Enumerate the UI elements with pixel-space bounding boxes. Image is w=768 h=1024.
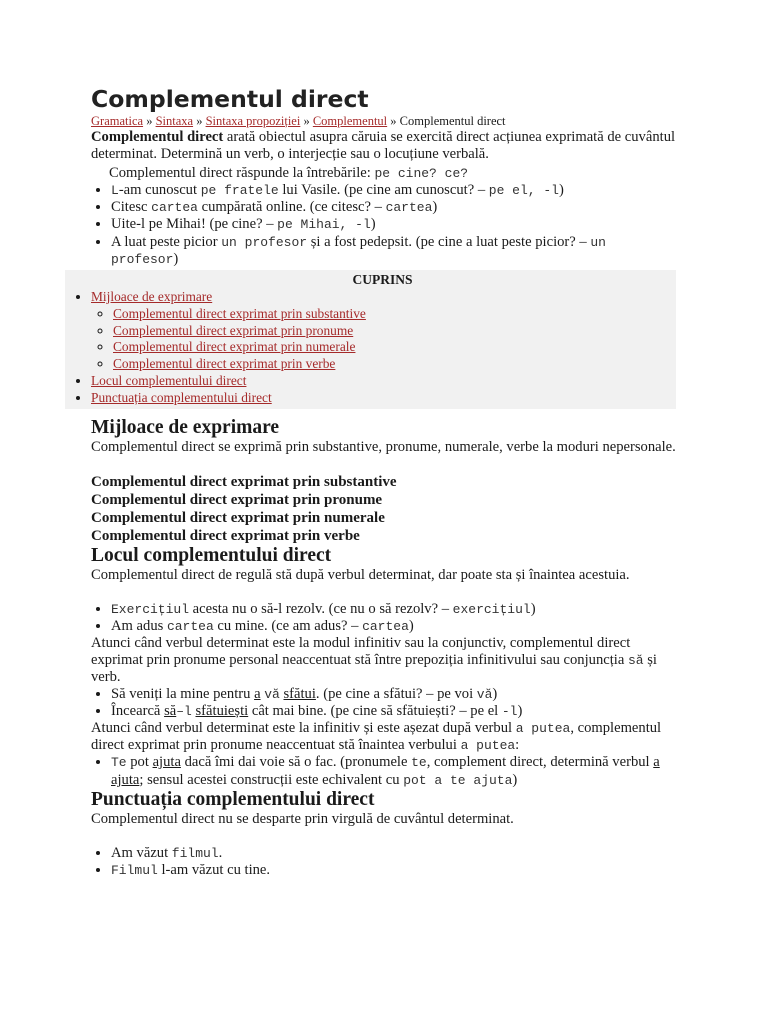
paragraph-infinitiv: Atunci când verbul determinat este la modul infinitiv sau la conjunctiv, complementul direct exprimat prin pronume personal neaccentuat stă între prepoziția infinitivului sau conjuncția să și verb. <box>91 635 657 685</box>
example-text: Uite-l pe Mihai! (pe cine? – pe Mihai, -l) <box>111 216 376 233</box>
code-fragment: exercițiul <box>452 601 531 617</box>
breadcrumb-separator: » <box>196 114 203 128</box>
list-item <box>111 216 681 233</box>
list-item <box>111 199 681 216</box>
code-fragment: te <box>411 755 427 771</box>
intro-definition: arată obiectul asupra căruia se exercită direct acțiunea exprimată de cuvântul determinat. Determină un verb, o interjecție sau o locuțiune verbală. <box>91 129 676 162</box>
list-item <box>111 618 681 635</box>
code-fragment: un profesor <box>221 234 308 250</box>
list-item <box>111 234 681 268</box>
subheading-substantive: Complementul direct exprimat prin substantive <box>91 473 397 490</box>
underlined-fragment: să <box>164 703 177 720</box>
toc-link-substantive[interactable]: Complementul direct exprimat prin substantive <box>113 305 366 321</box>
toc-item <box>91 373 676 390</box>
toc-subitem <box>113 323 676 340</box>
examples-list <box>91 686 681 720</box>
example-text: Am văzut filmul. <box>111 844 223 861</box>
underlined-fragment: sfătuiești <box>195 703 249 720</box>
examples-list <box>91 845 681 879</box>
list-item <box>111 754 681 788</box>
page-title: Complementul direct <box>91 85 369 113</box>
code-fragment: cartea <box>166 618 214 634</box>
examples-list <box>91 182 681 268</box>
toc-link-punctuatia[interactable]: Punctuația complementului direct <box>91 389 272 405</box>
example-text: Citesc cartea cumpărată online. (ce citesc? – cartea) <box>111 199 438 216</box>
underlined-fragment: sfătui <box>283 686 316 702</box>
underlined-fragment: a <box>254 686 261 702</box>
code-fragment: pot a te ajuta <box>403 772 513 788</box>
toc-sublist <box>91 306 676 373</box>
code-fragment: vă <box>476 687 493 702</box>
examples-list <box>91 601 681 635</box>
toc-subitem <box>113 306 676 323</box>
example-text: Încearcă să–l sfătuiești cât mai bine. (pe cine să sfătuiești? – pe el -l) <box>111 703 523 720</box>
code-fragment: Exercițiul <box>111 601 190 617</box>
list-item <box>111 862 681 879</box>
intro-term: Complementul direct <box>91 129 224 145</box>
toc-link-pronume[interactable]: Complementul direct exprimat prin pronume <box>113 322 354 338</box>
section-text-punctuatia: Complementul direct nu se desparte prin virgulă de cuvântul determinat. <box>91 810 514 827</box>
list-item <box>111 182 681 199</box>
breadcrumb-current: Complementul direct <box>399 114 506 128</box>
example-text: Să veniți la mine pentru a vă sfătui. (pe cine a sfătui? – pe voi vă) <box>111 686 498 702</box>
subheading-verbe: Complementul direct exprimat prin verbe <box>91 527 360 544</box>
example-text: Exercițiul acesta nu o să-l rezolv. (ce nu o să rezolv? – exercițiul) <box>111 600 536 617</box>
code-fragment: pe Mihai, -l <box>277 217 371 233</box>
breadcrumb-link-sintaxa-propozitiei[interactable]: Sintaxa propoziției <box>205 114 301 128</box>
code-fragment: -l <box>501 704 518 720</box>
question-code: pe cine? ce? <box>374 166 469 181</box>
toc-item <box>91 390 676 407</box>
toc-link-verbe[interactable]: Complementul direct exprimat prin verbe <box>113 356 336 372</box>
breadcrumb <box>91 114 681 129</box>
section-text-locul: Complementul direct de regulă stă după verbul determinat, dar poate sta și înaintea acestuia. <box>91 566 630 583</box>
example-text: Am adus cartea cu mine. (ce am adus? – cartea) <box>111 617 414 634</box>
section-heading-punctuatia: Punctuația complementului direct <box>91 788 375 810</box>
code-fragment: a putea <box>460 738 516 754</box>
subheading-numerale: Complementul direct exprimat prin numerale <box>91 509 385 526</box>
table-of-contents <box>65 270 676 409</box>
underlined-fragment: a ajuta <box>111 754 660 788</box>
code-fragment: filmul <box>171 845 219 861</box>
section-heading-locul: Locul complementului direct <box>91 544 332 566</box>
breadcrumb-link-sintaxa[interactable]: Sintaxa <box>155 114 194 128</box>
example-text: Te pot ajuta dacă îmi dai voie să o fac. (pronumele te, complement direct, determină verbul a ajuta; sensul acestei construcții este echivalent cu pot a te ajuta) <box>111 754 660 788</box>
list-item <box>111 686 681 703</box>
code-fragment: –l <box>176 704 192 720</box>
intro-paragraph <box>91 129 681 163</box>
toc-subitem <box>113 339 676 356</box>
toc-title: CUPRINS <box>352 272 413 288</box>
toc-list <box>65 289 676 407</box>
breadcrumb-link-complementul[interactable]: Complementul <box>312 114 388 128</box>
list-item <box>111 703 681 720</box>
code-fragment: pe fratele <box>200 183 279 198</box>
code-fragment: cartea <box>385 200 433 216</box>
toc-link-mijloace[interactable]: Mijloace de exprimare <box>91 289 213 305</box>
code-fragment: L <box>111 183 119 198</box>
example-text: Filmul l-am văzut cu tine. <box>111 862 271 879</box>
breadcrumb-separator: » <box>303 114 310 128</box>
article <box>91 84 681 879</box>
code-fragment: cartea <box>362 618 409 634</box>
toc-link-numerale[interactable]: Complementul direct exprimat prin numerale <box>113 339 356 355</box>
section-text-mijloace: Complementul direct se exprimă prin substantive, pronume, numerale, verbe la moduri nepersonale. <box>91 438 676 455</box>
breadcrumb-separator: » <box>390 114 397 128</box>
underlined-fragment: ajuta <box>152 754 181 771</box>
example-text: L-am cunoscut pe fratele lui Vasile. (pe cine am cunoscut? – pe el, -l) <box>111 182 564 198</box>
code-fragment: cartea <box>151 200 198 216</box>
code-fragment: Te <box>111 755 127 771</box>
code-fragment: vă <box>264 687 280 702</box>
examples-list <box>91 754 681 788</box>
code-fragment: a putea <box>515 721 571 737</box>
paragraph-a-putea: Atunci când verbul determinat este la infinitiv și este așezat după verbul a putea, complementul direct exprimat prin pronume neaccentuat stă înaintea verbului a putea: <box>91 720 662 754</box>
breadcrumb-separator: » <box>146 114 153 128</box>
toc-item <box>91 289 676 373</box>
subheading-pronume: Complementul direct exprimat prin pronume <box>91 491 383 508</box>
example-text: A luat peste picior un profesor și a fost pedepsit. (pe cine a luat peste picior? – un profesor) <box>111 233 606 267</box>
code-fragment: să <box>627 653 644 668</box>
question-line <box>91 165 681 182</box>
code-fragment: Filmul <box>111 863 158 879</box>
list-item <box>111 845 681 862</box>
toc-link-locul[interactable]: Locul complementului direct <box>91 373 247 388</box>
question-text: Complementul direct răspunde la întrebările: <box>109 165 371 181</box>
toc-subitem <box>113 356 676 373</box>
code-fragment: pe el, -l <box>488 183 559 198</box>
breadcrumb-link-gramatica[interactable]: Gramatica <box>91 114 144 128</box>
code-fragment: un profesor <box>111 234 606 267</box>
section-heading-mijloace: Mijloace de exprimare <box>91 416 280 438</box>
list-item <box>111 601 681 618</box>
